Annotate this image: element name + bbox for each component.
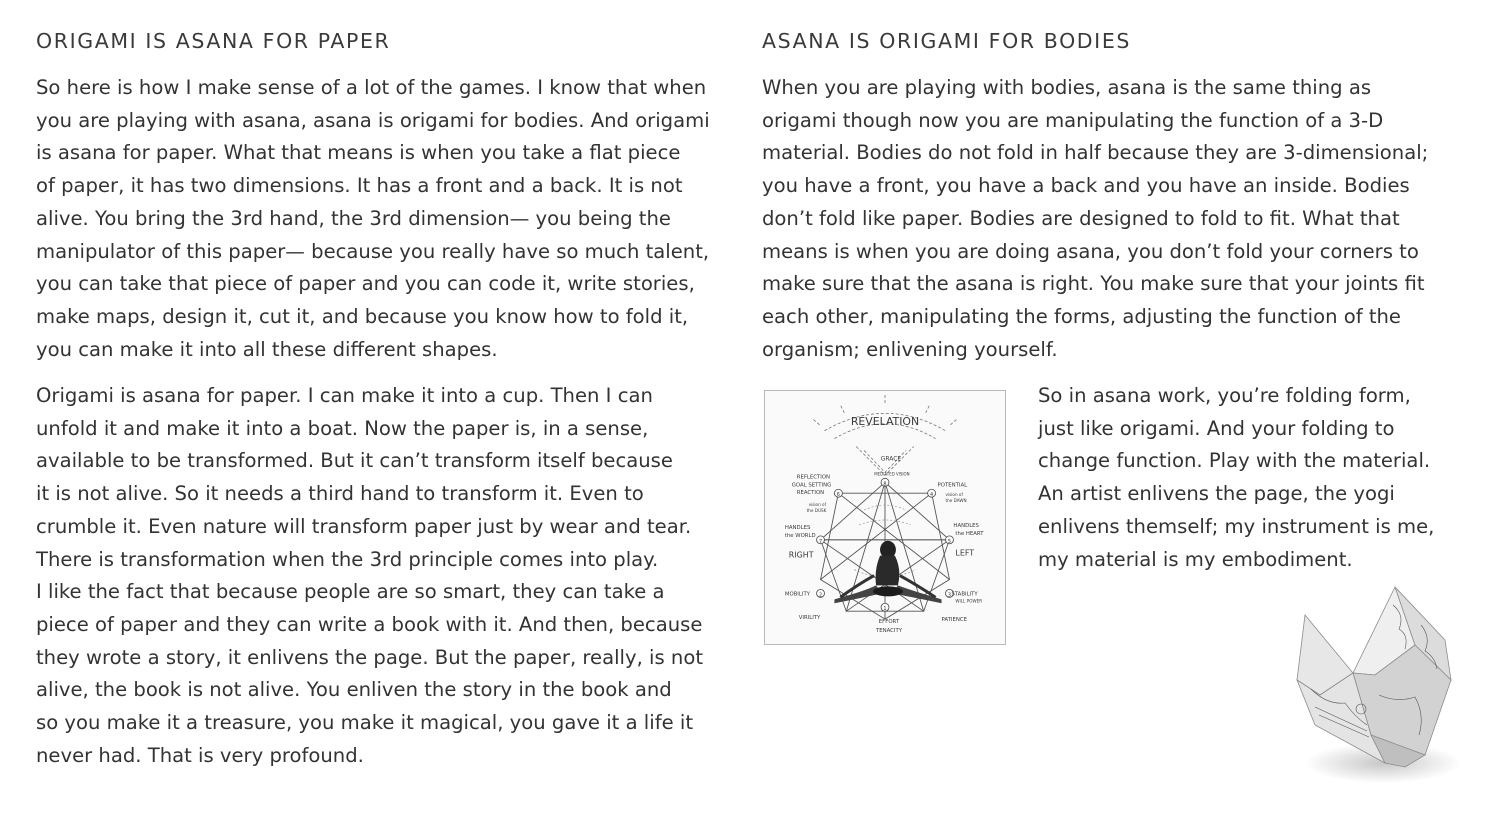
text-line: There is transformation when the 3rd principle comes into play. <box>36 547 659 571</box>
right-paragraph-2 <box>1038 380 1434 576</box>
text-line: of paper, it has two dimensions. It has a front and a back. It is not <box>36 174 683 198</box>
willpower-label: WILL POWER <box>955 598 983 604</box>
text-line: change function. Play with the material. <box>1038 449 1431 473</box>
text-line: my material is my embodiment. <box>1038 547 1353 571</box>
node-1-label: 1 <box>883 606 887 613</box>
text-line: material. Bodies do not fold in half because they are 3-dimensional; <box>762 141 1429 165</box>
tenacity-label: TENACITY <box>875 628 902 635</box>
text-line: available to be transformed. But it can’t transform itself because <box>36 449 673 473</box>
right-label: RIGHT <box>788 550 814 560</box>
patience-label: PATIENCE <box>941 617 967 624</box>
text-line: you are playing with asana, asana is origami for bodies. And origami <box>36 108 710 132</box>
text-line: enlivens themself; my instrument is me, <box>1038 514 1435 538</box>
reflection-label: REFLECTION <box>796 474 831 481</box>
fortune-teller-svg <box>1275 585 1465 785</box>
mediated-vision-label: MEDIATED VISION <box>874 471 910 477</box>
grace-label: GRACE <box>880 455 902 463</box>
revelation-label: REVELATION <box>850 414 920 428</box>
left-label: LEFT <box>955 548 975 558</box>
text-line: make sure that the asana is right. You make sure that your joints fit <box>762 272 1425 296</box>
effort-label: EFFORT <box>878 619 900 626</box>
mobility-label: MOBILITY <box>784 591 810 598</box>
dawn-label-2: the DAWN <box>945 498 967 504</box>
node-7-label: 7 <box>818 538 823 545</box>
text-line: crumble it. Even nature will transform paper just by wear and tear. <box>36 514 692 538</box>
potential-label: POTENTIAL <box>937 482 968 489</box>
node-5-label: 5 <box>947 538 952 545</box>
text-line: organism; enlivening yourself. <box>762 337 1058 361</box>
text-line: make maps, design it, cut it, and because you know how to fold it, <box>36 304 689 328</box>
handles-heart-label-1: HANDLES <box>953 522 979 529</box>
node-2-label: 2 <box>818 592 823 599</box>
left-heading: ORIGAMI IS ASANA FOR PAPER <box>36 29 391 53</box>
text-line: you can take that piece of paper and you can code it, write stories, <box>36 272 695 296</box>
text-line: piece of paper and they can write a book with it. And then, because <box>36 612 703 636</box>
origami-fortune-teller <box>1275 585 1465 785</box>
handles-world-label-1: HANDLES <box>784 524 811 531</box>
node-4-label: 4 <box>930 492 934 499</box>
star-diagram-svg <box>765 391 1005 644</box>
text-line: manipulator of this paper— because you really have so much talent, <box>36 239 710 263</box>
text-line: never had. That is very profound. <box>36 743 364 767</box>
node-3-label: 3 <box>947 592 952 599</box>
text-line: they wrote a story, it enlivens the page. But the paper, really, is not <box>36 645 704 669</box>
asana-star-diagram <box>764 390 1006 645</box>
text-line: So in asana work, you’re folding form, <box>1038 384 1411 407</box>
text-line: each other, manipulating the forms, adjusting the function of the <box>762 304 1401 328</box>
virility-label: VIRILITY <box>798 615 821 622</box>
handles-heart-label-2: the HEART <box>955 530 984 537</box>
text-line: don’t fold like paper. Bodies are designed to fold to fit. What that <box>762 206 1400 230</box>
dusk-label-2: the DUSK <box>806 508 827 514</box>
text-line: means is when you are doing asana, you don’t fold your corners to <box>762 239 1419 263</box>
dawn-label-1: vision of <box>945 492 963 498</box>
text-line: When you are playing with bodies, asana is the same thing as <box>762 76 1372 99</box>
text-line: alive. You bring the 3rd hand, the 3rd dimension— you being the <box>36 206 671 230</box>
handles-world-label-2: the WORLD <box>784 532 816 539</box>
goal-setting-label: GOAL SETTING <box>791 482 832 489</box>
fortune-flaps <box>1297 587 1451 767</box>
reaction-label: REACTION <box>796 490 825 497</box>
bottom-labels <box>875 619 903 634</box>
stability-label: STABILITY <box>951 591 978 598</box>
dusk-label-1: vision of <box>808 502 827 508</box>
node-8-label: 8 <box>883 481 887 488</box>
left-labels <box>785 474 831 621</box>
text-line: unfold it and make it into a boat. Now the paper is, in a sense, <box>36 416 649 440</box>
text-line: origami though now you are manipulating the function of a 3-D <box>762 108 1384 132</box>
right-paragraph-1 <box>762 72 1428 366</box>
revelation-rays <box>813 395 958 475</box>
text-line: So here is how I make sense of a lot of the games. I know that when <box>36 76 707 99</box>
left-paragraph-1 <box>36 72 710 366</box>
text-line: just like origami. And your folding to <box>1038 416 1395 440</box>
text-line: so you make it a treasure, you make it magical, you gave it a life it <box>36 711 694 735</box>
text-line: alive, the book is not alive. You enliven the story in the book and <box>36 678 672 702</box>
text-line: you can make it into all these different shapes. <box>36 337 498 361</box>
left-paragraph-2 <box>36 380 703 772</box>
text-line: is asana for paper. What that means is when you take a flat piece <box>36 141 681 165</box>
text-line: you have a front, you have a back and you have an inside. Bodies <box>762 174 1410 198</box>
text-line: An artist enlivens the page, the yogi <box>1038 482 1395 506</box>
text-line: it is not alive. So it needs a third hand to transform it. Even to <box>36 482 644 506</box>
text-line: I like the fact that because people are so smart, they can take a <box>36 580 665 604</box>
node-6-label: 6 <box>836 492 840 499</box>
text-line: Origami is asana for paper. I can make it into a cup. Then I can <box>36 384 653 407</box>
right-heading: ASANA IS ORIGAMI FOR BODIES <box>762 29 1131 53</box>
